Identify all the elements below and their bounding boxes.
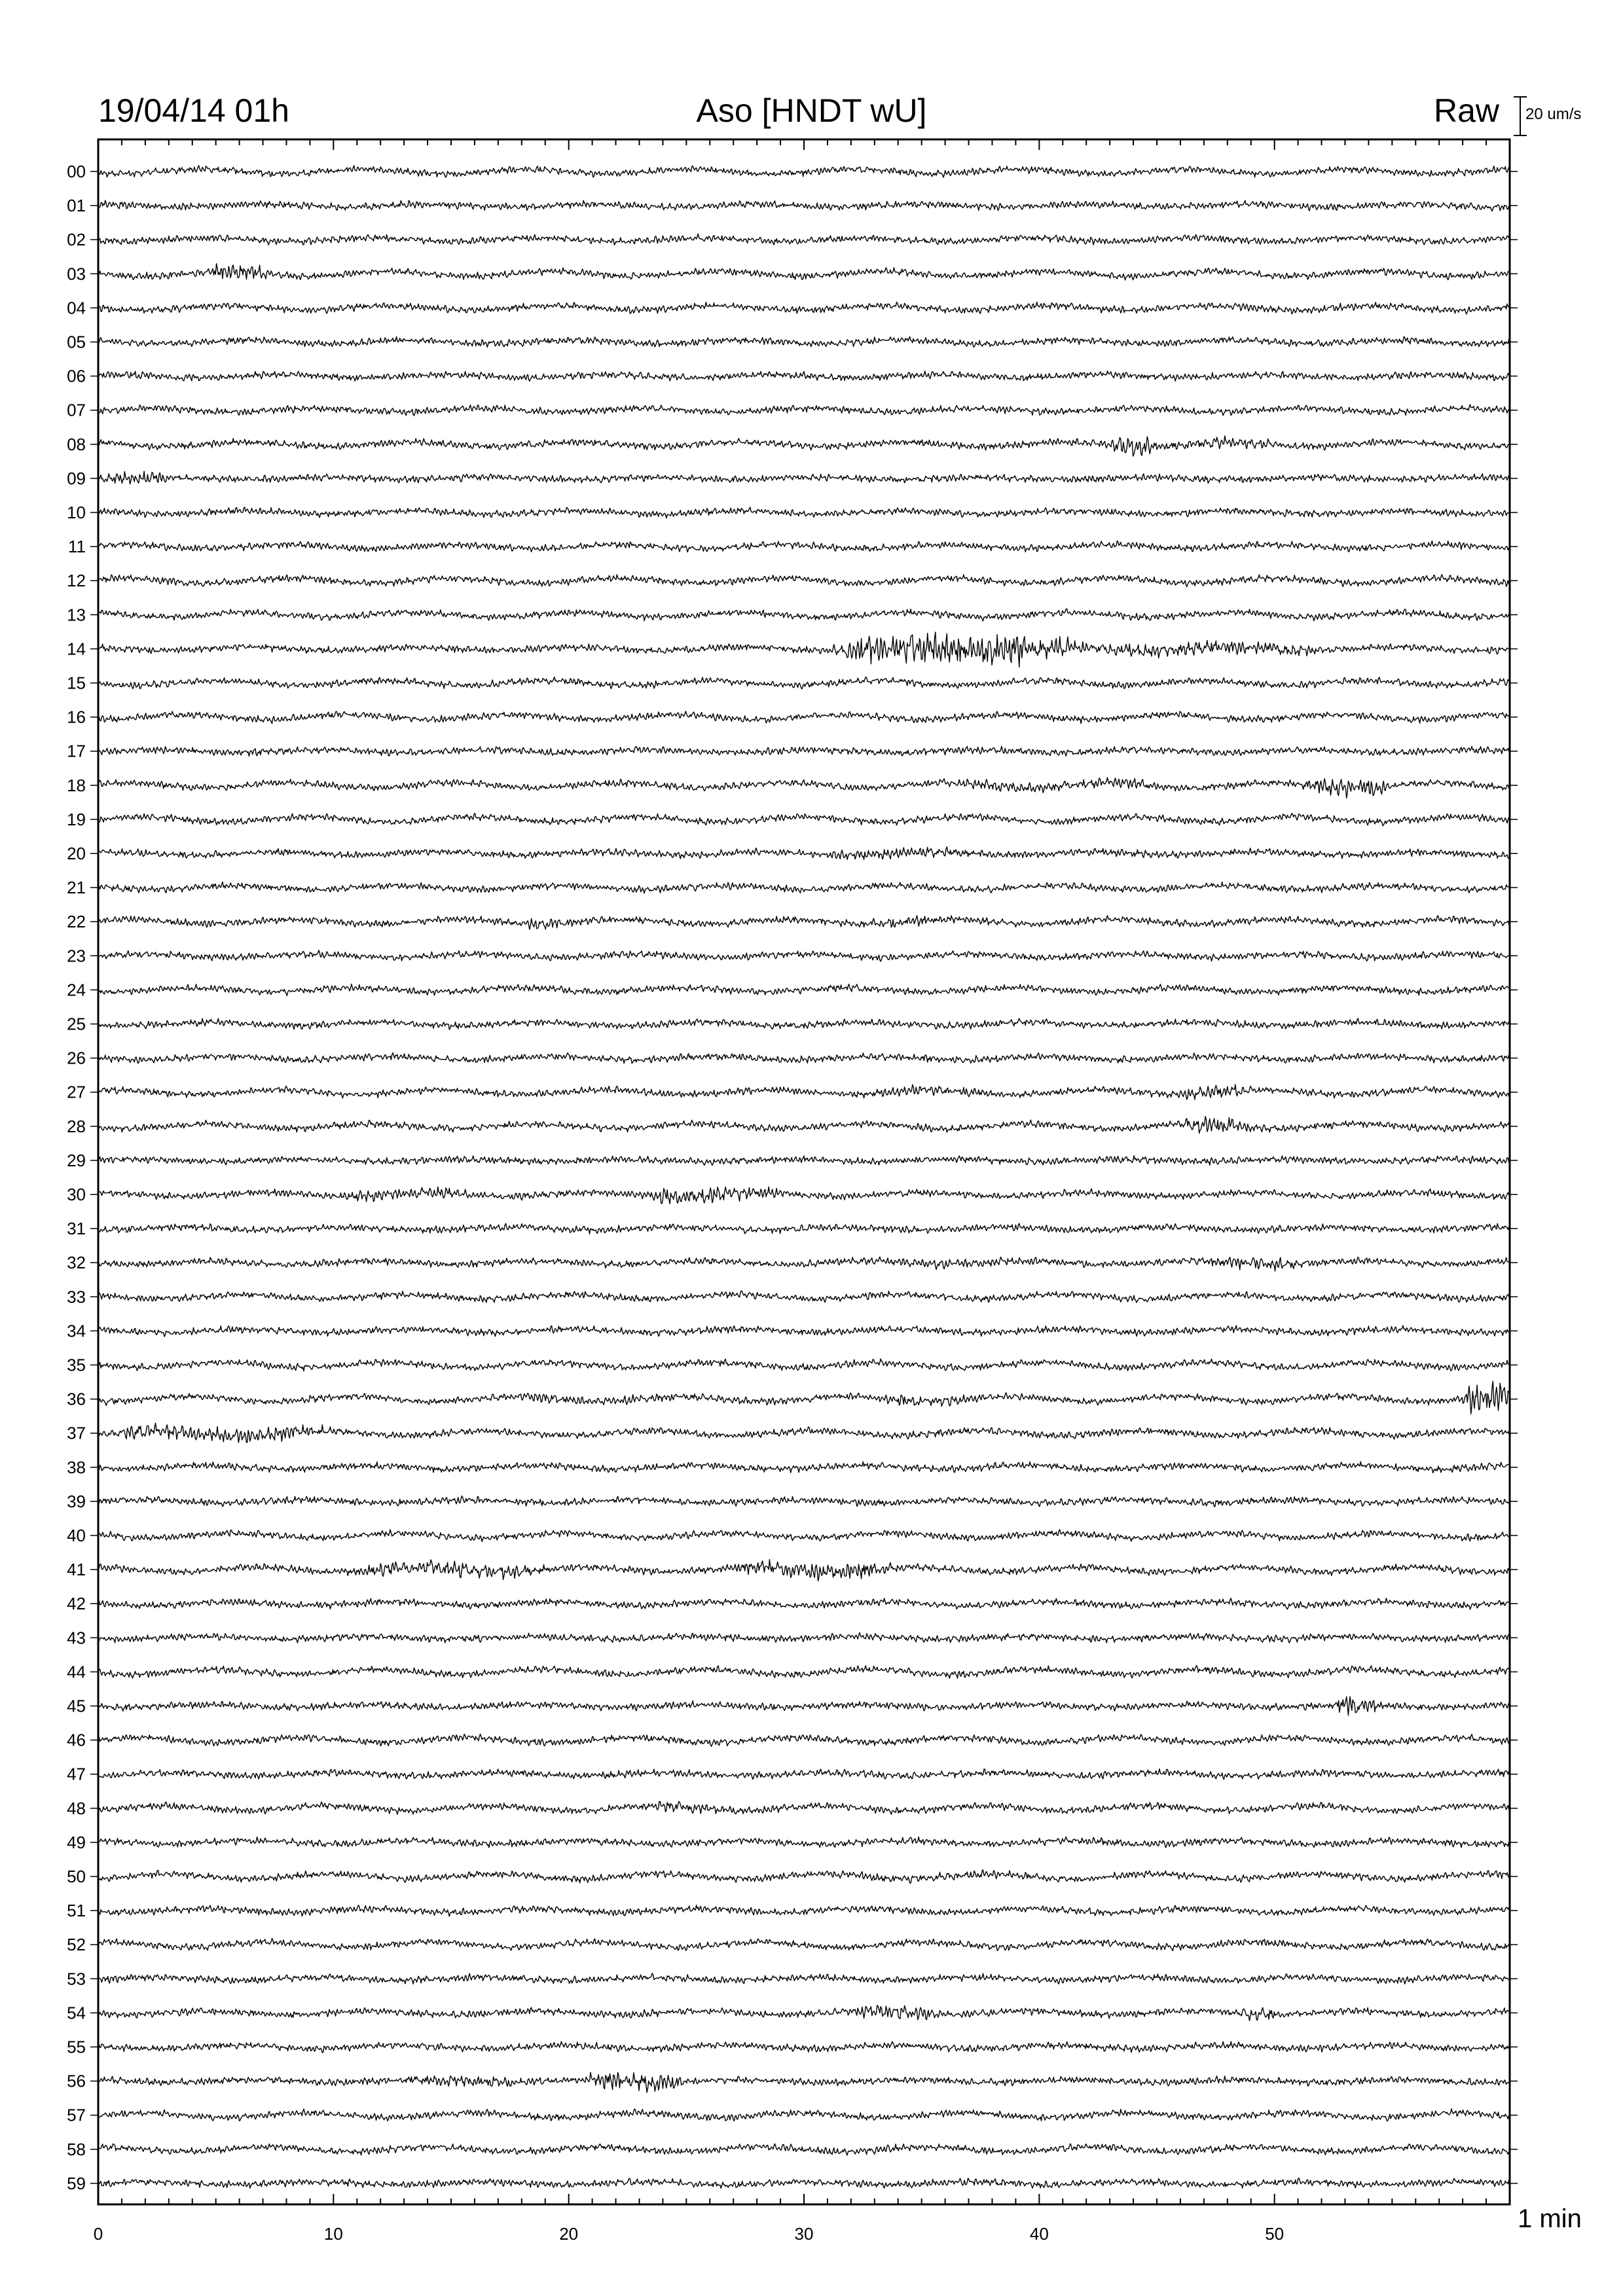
seismogram-trace	[98, 632, 1510, 667]
row-label: 29	[67, 1150, 86, 1170]
x-tick-label: 0	[93, 2224, 103, 2244]
row-label: 00	[67, 162, 86, 181]
seismogram-trace	[98, 371, 1510, 382]
x-tick-label: 20	[559, 2224, 579, 2244]
row-label: 55	[67, 2037, 86, 2057]
seismogram-trace	[98, 778, 1510, 798]
x-axis-unit-label: 1 min	[1518, 2204, 1582, 2233]
row-label: 09	[67, 468, 86, 488]
seismogram-trace	[98, 1053, 1510, 1064]
row-label: 36	[67, 1389, 86, 1409]
seismogram-trace	[98, 1423, 1510, 1443]
row-label: 15	[67, 673, 86, 693]
seismogram-trace	[98, 2109, 1510, 2121]
row-label: 23	[67, 946, 86, 966]
seismogram-trace	[98, 1223, 1510, 1234]
seismogram-trace	[98, 1156, 1510, 1166]
row-label: 02	[67, 230, 86, 250]
seismogram-trace	[98, 575, 1510, 587]
row-label: 48	[67, 1798, 86, 1818]
seismogram-trace	[98, 1666, 1510, 1679]
row-label: 17	[67, 741, 86, 761]
x-tick-label: 30	[794, 2224, 814, 2244]
seismogram-trace	[98, 677, 1510, 689]
seismogram-trace	[98, 1381, 1510, 1414]
seismogram-trace	[98, 1359, 1510, 1371]
seismogram-trace	[98, 200, 1510, 211]
row-label: 26	[67, 1048, 86, 1068]
seismogram-trace	[98, 847, 1510, 859]
seismogram-trace	[98, 1187, 1510, 1204]
row-label: 05	[67, 332, 86, 352]
seismogram-trace	[98, 507, 1510, 518]
row-label: 51	[67, 1901, 86, 1921]
row-label: 58	[67, 2139, 86, 2159]
row-label: 18	[67, 775, 86, 795]
seismogram-trace	[98, 2041, 1510, 2053]
seismogram-trace	[98, 1696, 1510, 1715]
row-label: 45	[67, 1696, 86, 1716]
row-label: 49	[67, 1832, 86, 1852]
seismogram-trace	[98, 814, 1510, 826]
row-label: 08	[67, 434, 86, 454]
seismogram-trace	[98, 1598, 1510, 1609]
row-label: 01	[67, 196, 86, 216]
row-label: 30	[67, 1185, 86, 1204]
row-label: 31	[67, 1219, 86, 1239]
row-label: 44	[67, 1662, 86, 1682]
row-label: 25	[67, 1014, 86, 1034]
row-label: 19	[67, 809, 86, 829]
row-label: 42	[67, 1594, 86, 1614]
seismogram-trace	[98, 984, 1510, 996]
seismogram-trace	[98, 1085, 1510, 1100]
x-tick-label: 10	[323, 2224, 343, 2244]
row-label: 56	[67, 2071, 86, 2091]
row-label: 53	[67, 1969, 86, 1989]
seismogram-trace	[98, 264, 1510, 280]
seismogram-trace	[98, 1462, 1510, 1473]
seismogram-trace	[98, 1632, 1510, 1643]
row-label: 07	[67, 400, 86, 420]
row-label: 47	[67, 1764, 86, 1784]
row-label: 33	[67, 1287, 86, 1307]
row-label: 27	[67, 1082, 86, 1102]
row-label: 32	[67, 1253, 86, 1273]
seismogram-trace	[98, 1496, 1510, 1507]
seismogram-trace	[98, 1939, 1510, 1951]
row-label: 35	[67, 1355, 86, 1375]
row-label: 57	[67, 2105, 86, 2125]
seismogram-trace	[98, 1530, 1510, 1541]
seismogram-trace	[98, 1257, 1510, 1271]
seismogram-trace	[98, 1837, 1510, 1848]
row-label: 03	[67, 264, 86, 284]
row-label: 50	[67, 1867, 86, 1886]
seismogram-trace	[98, 2072, 1510, 2092]
amplitude-scale-label: 20 um/s	[1525, 105, 1582, 123]
row-label: 43	[67, 1628, 86, 1648]
row-label: 40	[67, 1526, 86, 1545]
seismogram-trace	[98, 302, 1510, 314]
row-label: 46	[67, 1730, 86, 1750]
row-label: 22	[67, 912, 86, 932]
seismogram-trace	[98, 2144, 1510, 2155]
seismogram-trace	[98, 746, 1510, 756]
row-label: 04	[67, 298, 86, 318]
seismogram-trace	[98, 916, 1510, 929]
row-label: 24	[67, 980, 86, 1000]
seismogram-trace	[98, 541, 1510, 552]
date-hour-label: 19/04/14 01h	[98, 92, 289, 129]
row-label: 10	[67, 503, 86, 522]
row-label: 59	[67, 2173, 86, 2193]
seismogram-trace	[98, 1325, 1510, 1336]
station-title: Aso [HNDT wU]	[696, 92, 927, 129]
seismogram-trace	[98, 1905, 1510, 1916]
seismogram-trace	[98, 609, 1510, 621]
seismogram-trace	[98, 166, 1510, 177]
mode-label: Raw	[1433, 92, 1499, 129]
seismogram-trace	[98, 1018, 1510, 1030]
row-label: 14	[67, 639, 86, 659]
row-label: 34	[67, 1321, 86, 1341]
plot-frame	[98, 139, 1510, 2204]
row-label: 06	[67, 366, 86, 386]
x-tick-label: 50	[1265, 2224, 1285, 2244]
row-label: 28	[67, 1116, 86, 1136]
row-label: 54	[67, 2003, 86, 2023]
seismogram-trace	[98, 1734, 1510, 1746]
row-label: 21	[67, 878, 86, 898]
seismogram-trace	[98, 711, 1510, 724]
seismogram-trace	[98, 1560, 1510, 1581]
seismogram-trace	[98, 336, 1510, 347]
row-label: 20	[67, 844, 86, 863]
seismogram-trace	[98, 436, 1510, 456]
seismogram-trace	[98, 1769, 1510, 1780]
row-label: 11	[68, 537, 86, 557]
seismogram-trace	[98, 1973, 1510, 1984]
row-label: 52	[67, 1935, 86, 1955]
row-label: 37	[67, 1423, 86, 1443]
seismogram-trace	[98, 471, 1510, 484]
row-label: 13	[67, 605, 86, 625]
row-label: 39	[67, 1491, 86, 1511]
seismogram-trace	[98, 404, 1510, 416]
seismogram-trace	[98, 234, 1510, 245]
seismogram-trace	[98, 2178, 1510, 2189]
row-label: 38	[67, 1457, 86, 1477]
seismogram-trace	[98, 1291, 1510, 1302]
seismogram-trace	[98, 1117, 1510, 1134]
seismogram-trace	[98, 1870, 1510, 1883]
seismogram-trace	[98, 882, 1510, 893]
seismogram-trace	[98, 950, 1510, 961]
seismogram-trace	[98, 1802, 1510, 1815]
row-label: 12	[67, 571, 86, 591]
row-label: 16	[67, 707, 86, 727]
x-tick-label: 40	[1029, 2224, 1049, 2244]
row-label: 41	[67, 1560, 86, 1580]
seismogram-trace	[98, 2005, 1510, 2021]
